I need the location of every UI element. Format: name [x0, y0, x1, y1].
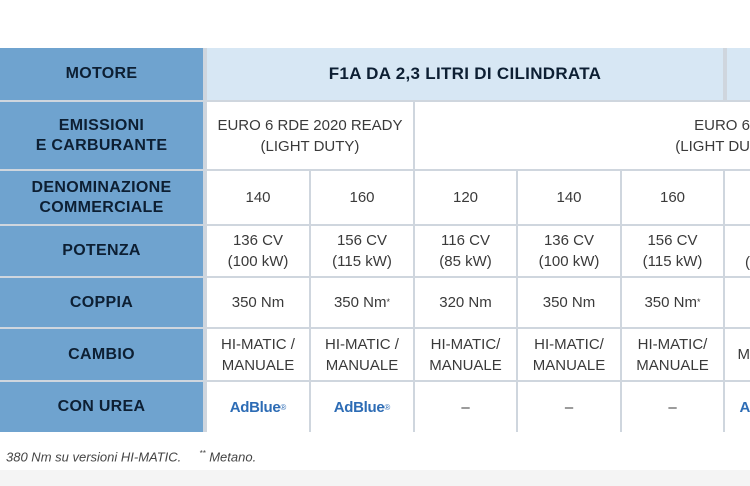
label-urea: CON UREA [0, 382, 203, 432]
engine-header-next [727, 48, 750, 100]
label-cambio: CAMBIO [0, 329, 203, 380]
coppia-cell [725, 278, 750, 327]
coppia-cell: 350 Nm [518, 278, 620, 327]
adblue-logo: AdBlue ® [207, 382, 309, 432]
coppia-cell: 350 Nm * [311, 278, 413, 327]
denominazione-cell: 140 [518, 171, 620, 224]
adblue-logo: AdBlue ® [311, 382, 413, 432]
potenza-cell: 136 CV (100 kW) [518, 226, 620, 276]
urea-cell: A [725, 382, 750, 432]
label-coppia: COPPIA [0, 278, 203, 327]
cambio-cell: HI-MATIC/ MANUALE [518, 329, 620, 380]
denominazione-cell [725, 171, 750, 224]
potenza-cell: 116 CV (85 kW) [415, 226, 516, 276]
coppia-cell: 320 Nm [415, 278, 516, 327]
coppia-cell: 350 Nm [207, 278, 309, 327]
page-bottom-strip [0, 470, 750, 486]
coppia-cell: 350 Nm * [622, 278, 723, 327]
urea-cell: – [622, 382, 723, 432]
label-emissioni: EMISSIONI E CARBURANTE [0, 102, 203, 169]
emissions-group-2: EURO 6 (LIGHT DU [415, 102, 750, 169]
potenza-cell: ( [725, 226, 750, 276]
denominazione-cell: 120 [415, 171, 516, 224]
potenza-cell: 156 CV (115 kW) [622, 226, 723, 276]
label-motore: MOTORE [0, 48, 203, 100]
potenza-cell: 136 CV (100 kW) [207, 226, 309, 276]
potenza-cell: 156 CV (115 kW) [311, 226, 413, 276]
engine-header: F1A DA 2,3 LITRI DI CILINDRATA [207, 48, 723, 100]
denominazione-cell: 160 [622, 171, 723, 224]
cambio-cell: HI-MATIC / MANUALE [207, 329, 309, 380]
denominazione-cell: 140 [207, 171, 309, 224]
label-denominazione: DENOMINAZIONE COMMERCIALE [0, 171, 203, 224]
cambio-cell: M [725, 329, 750, 380]
emissions-group-1: EURO 6 RDE 2020 READY (LIGHT DUTY) [207, 102, 413, 169]
urea-cell: – [415, 382, 516, 432]
cambio-cell: HI-MATIC / MANUALE [311, 329, 413, 380]
cambio-cell: HI-MATIC/ MANUALE [622, 329, 723, 380]
urea-cell: – [518, 382, 620, 432]
cambio-cell: HI-MATIC/ MANUALE [415, 329, 516, 380]
footnote: 380 Nm su versioni HI-MATIC. ** Metano. [6, 449, 257, 465]
denominazione-cell: 160 [311, 171, 413, 224]
label-potenza: POTENZA [0, 226, 203, 276]
engine-spec-table [0, 48, 750, 432]
